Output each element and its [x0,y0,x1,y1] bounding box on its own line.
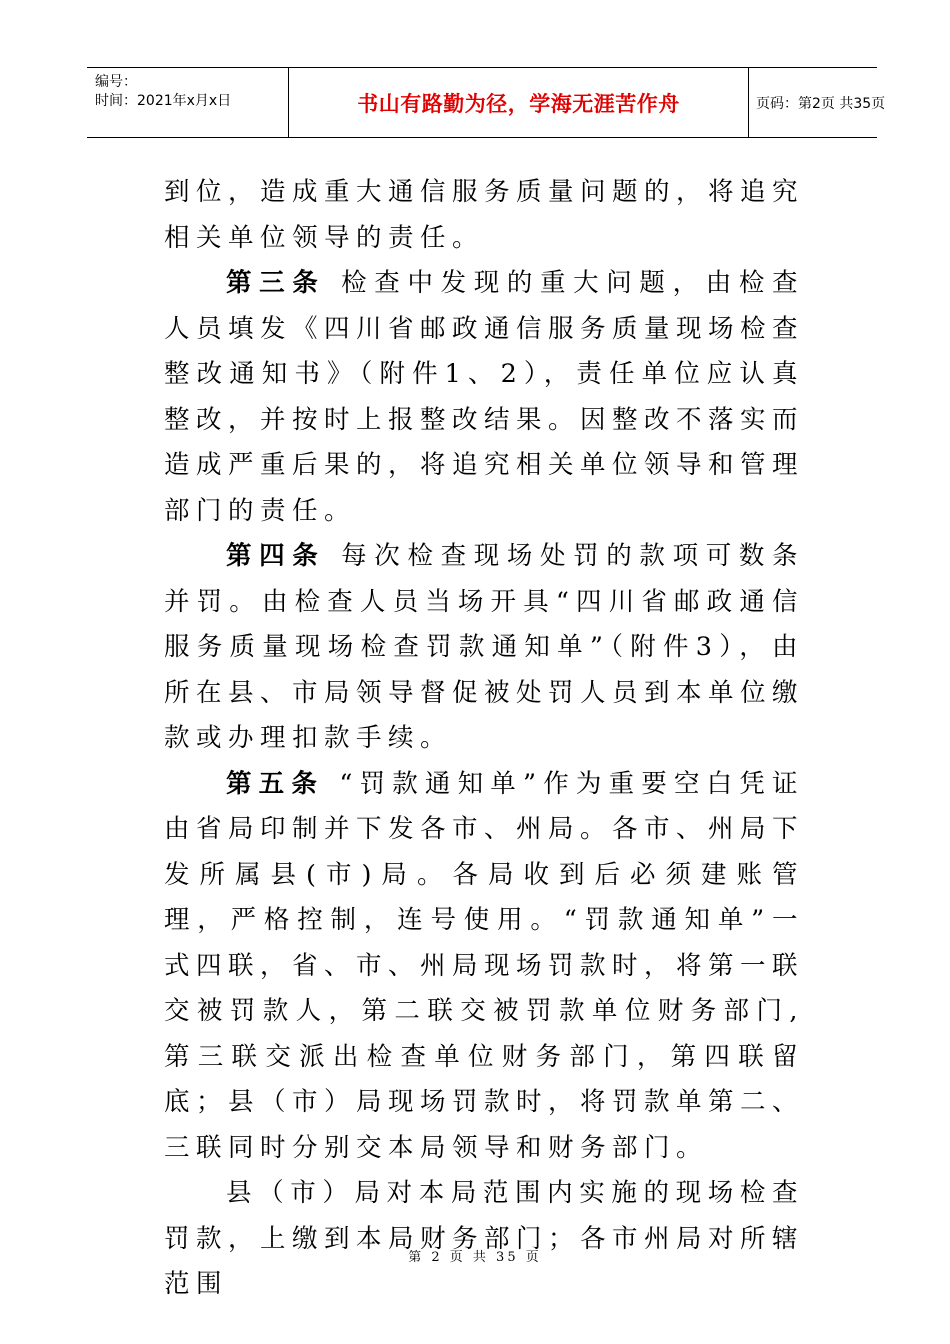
header-motto: 书山有路勤为径，学海无涯苦作舟 [357,91,680,116]
paragraph-text: 县（市）局对本局范围内实施的现场检查罚款，上缴到本局财务部门；各市州局对所辖范围 [164,1178,805,1299]
paragraph-text: 到位，造成重大通信服务质量问题的，将追究相关单位领导的责任。 [164,177,805,253]
paragraph [164,170,804,261]
paragraph-text: 每次检查现场处罚的款项可数条并罚。由检查人员当场开具“四川省邮政通信服务质量现场检查罚款通知单”（附件3），由所在县、市局领导督促被处罚人员到本单位缴款或办理扣款手续。 [164,541,805,753]
article-number: 第三条 [226,268,326,298]
header-motto-cell [288,68,749,137]
article-number: 第五条 [226,768,325,799]
paragraph-article-3 [164,261,804,534]
paragraph-text: “罚款通知单”作为重要空白凭证由省局印制并下发各市、州局。各市、州局下发所属县(市)局。各局收到后必须建账管理，严格控制，连号使用。“罚款通知单”一式四联，省、市、州局现场罚款时，将第一联交被罚款人，第二联交被罚款单位财务部门,第三联交派出检查单位财务部门，第四联留底；县（市）局现场罚款时，将罚款单第二、三联同时分别交本局领导和财务部门。 [164,768,805,1163]
document-header [87,67,886,138]
paragraph-text: 检查中发现的重大问题，由检查人员填发《四川省邮政通信服务质量现场检查整改通知书》（附件1、2），责任单位应认真整改，并按时上报整改结果。因整改不落实而造成严重后果的，将追究相关单位领导和管理部门的责任。 [164,268,805,526]
page-footer: 第 2 页 共 35 页 [408,1250,542,1265]
document-code-label: 编号： [95,74,137,90]
header-meta-cell [87,68,288,137]
header-page-cell [748,68,886,137]
document-body [164,170,804,1308]
document-time-label: 时间：2021年x月x日 [95,93,232,109]
paragraph-article-4 [164,534,804,762]
article-number: 第四条 [226,541,326,571]
paragraph-article-5 [164,762,804,1172]
paragraph [164,1171,804,1308]
header-page-info: 页码：第2页 共35页 [756,95,886,112]
